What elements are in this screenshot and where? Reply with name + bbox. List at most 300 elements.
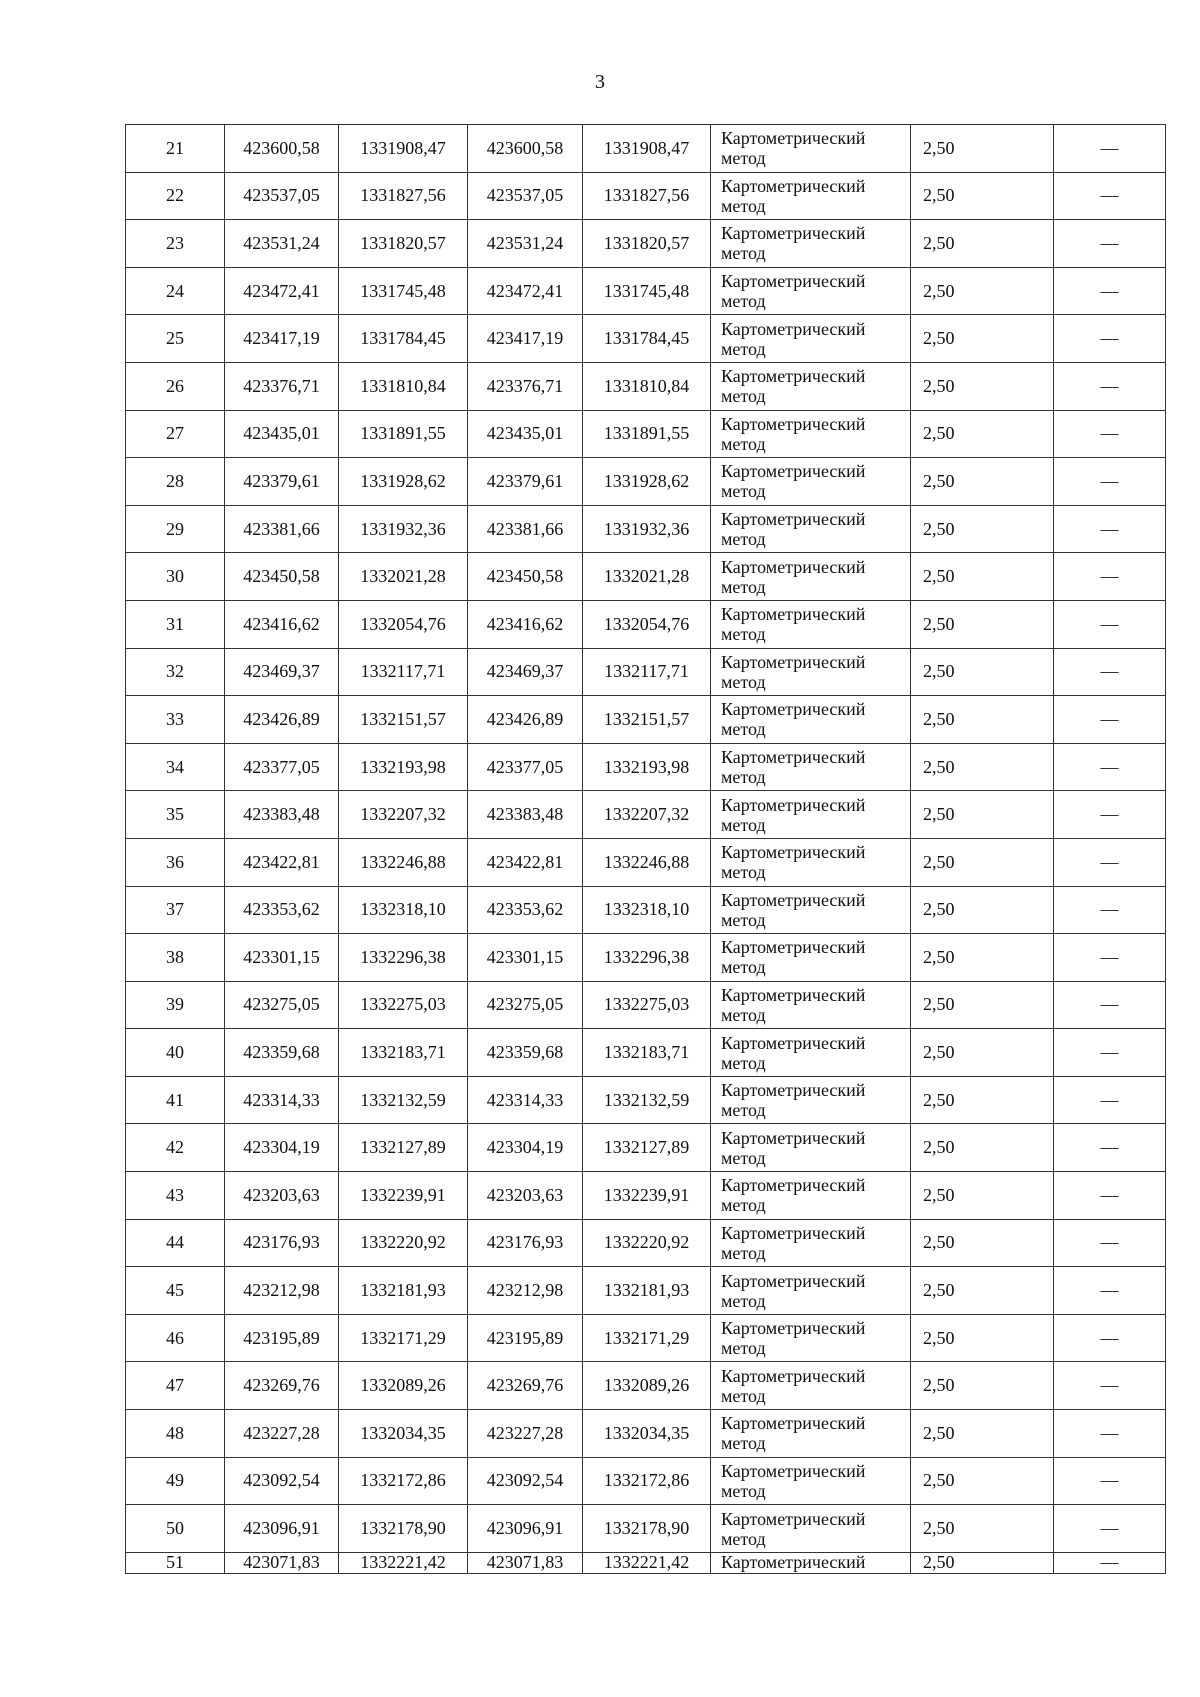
point-number-cell: 47	[126, 1362, 225, 1410]
accuracy-cell: 2,50	[911, 1219, 1054, 1267]
table-body	[126, 125, 1166, 1574]
table-row	[126, 648, 1166, 696]
existing-x-cell: 423304,19	[225, 1124, 339, 1172]
existing-y-cell: 1332054,76	[339, 600, 468, 648]
existing-y-cell: 1332221,42	[339, 1552, 468, 1573]
dash-mark: —	[1100, 851, 1119, 872]
accuracy-cell: 2,50	[911, 1314, 1054, 1362]
method-line-1: Картометрический	[721, 747, 866, 768]
method-cell	[711, 743, 911, 791]
new-y-cell: 1331932,36	[583, 505, 711, 553]
accuracy-cell: 2,50	[911, 505, 1054, 553]
method-cell	[711, 1124, 911, 1172]
existing-y-cell: 1331810,84	[339, 362, 468, 410]
dash-mark: —	[1100, 185, 1119, 206]
method-line-1: Картометрический	[721, 461, 866, 482]
existing-x-cell: 423176,93	[225, 1219, 339, 1267]
existing-y-cell: 1332275,03	[339, 981, 468, 1029]
existing-x-cell: 423450,58	[225, 553, 339, 601]
new-x-cell: 423600,58	[468, 125, 583, 173]
dash-mark: —	[1100, 994, 1119, 1015]
existing-y-cell: 1331820,57	[339, 220, 468, 268]
new-y-cell: 1332181,93	[583, 1267, 711, 1315]
method-line-2: метод	[721, 481, 766, 502]
note-cell	[1054, 838, 1166, 886]
method-cell	[711, 791, 911, 839]
new-y-cell: 1332171,29	[583, 1314, 711, 1362]
point-number-cell: 41	[126, 1076, 225, 1124]
dash-mark: —	[1100, 1375, 1119, 1396]
dash-mark: —	[1100, 756, 1119, 777]
method-cell	[711, 1076, 911, 1124]
method-cell	[711, 220, 911, 268]
note-cell	[1054, 1457, 1166, 1505]
new-y-cell: 1332054,76	[583, 600, 711, 648]
note-cell	[1054, 1267, 1166, 1315]
method-cell	[711, 934, 911, 982]
accuracy-cell: 2,50	[911, 696, 1054, 744]
new-x-cell: 423417,19	[468, 315, 583, 363]
existing-x-cell: 423469,37	[225, 648, 339, 696]
method-cell	[711, 648, 911, 696]
method-line-1: Картометрический	[721, 1127, 866, 1148]
table-row	[126, 1029, 1166, 1077]
dash-mark: —	[1100, 137, 1119, 158]
accuracy-cell: 2,50	[911, 458, 1054, 506]
dash-mark: —	[1100, 1184, 1119, 1205]
method-line-2: метод	[721, 291, 766, 312]
existing-x-cell: 423472,41	[225, 267, 339, 315]
accuracy-cell: 2,50	[911, 172, 1054, 220]
method-cell	[711, 410, 911, 458]
table-row	[126, 553, 1166, 601]
new-y-cell: 1331784,45	[583, 315, 711, 363]
method-line-1: Картометрический	[721, 1175, 866, 1196]
new-x-cell: 423176,93	[468, 1219, 583, 1267]
dash-mark: —	[1100, 566, 1119, 587]
new-y-cell: 1332318,10	[583, 886, 711, 934]
new-y-cell: 1332275,03	[583, 981, 711, 1029]
method-line-1: Картометрический	[721, 1365, 866, 1386]
new-x-cell: 423450,58	[468, 553, 583, 601]
point-number-cell: 44	[126, 1219, 225, 1267]
method-line-2: метод	[721, 957, 766, 978]
point-number-cell: 34	[126, 743, 225, 791]
existing-y-cell: 1332246,88	[339, 838, 468, 886]
new-y-cell: 1332127,89	[583, 1124, 711, 1172]
new-x-cell: 423537,05	[468, 172, 583, 220]
point-number-cell: 29	[126, 505, 225, 553]
existing-x-cell: 423195,89	[225, 1314, 339, 1362]
method-cell	[711, 505, 911, 553]
note-cell	[1054, 1076, 1166, 1124]
method-cell	[711, 267, 911, 315]
existing-y-cell: 1332132,59	[339, 1076, 468, 1124]
table-row	[126, 1124, 1166, 1172]
accuracy-cell: 2,50	[911, 1172, 1054, 1220]
table-row	[126, 220, 1166, 268]
existing-y-cell: 1332207,32	[339, 791, 468, 839]
new-y-cell: 1332178,90	[583, 1505, 711, 1553]
method-line-1: Картометрический	[721, 175, 866, 196]
method-line-1: Картометрический	[721, 1318, 866, 1339]
method-line-2: метод	[721, 767, 766, 788]
method-cell	[711, 1219, 911, 1267]
dash-mark: —	[1100, 1042, 1119, 1063]
note-cell	[1054, 172, 1166, 220]
table-row	[126, 1552, 1166, 1573]
accuracy-cell: 2,50	[911, 220, 1054, 268]
method-cell	[711, 362, 911, 410]
method-cell	[711, 125, 911, 173]
new-x-cell: 423227,28	[468, 1410, 583, 1458]
point-number-cell: 36	[126, 838, 225, 886]
new-x-cell: 423435,01	[468, 410, 583, 458]
method-line-2: метод	[721, 243, 766, 264]
method-line-2: метод	[721, 671, 766, 692]
table-row	[126, 696, 1166, 744]
method-line-2: метод	[721, 195, 766, 216]
method-line-2: метод	[721, 1052, 766, 1073]
method-line-1: Картометрический	[721, 128, 866, 149]
accuracy-cell: 2,50	[911, 267, 1054, 315]
existing-y-cell: 1332127,89	[339, 1124, 468, 1172]
method-cell	[711, 172, 911, 220]
new-x-cell: 423469,37	[468, 648, 583, 696]
point-number-cell: 38	[126, 934, 225, 982]
method-cell	[711, 1029, 911, 1077]
note-cell	[1054, 696, 1166, 744]
new-x-cell: 423195,89	[468, 1314, 583, 1362]
table-row	[126, 1219, 1166, 1267]
method-line-2: метод	[721, 1290, 766, 1311]
table-row	[126, 315, 1166, 363]
table-row	[126, 981, 1166, 1029]
method-line-1: Картометрический	[721, 556, 866, 577]
new-y-cell: 1331810,84	[583, 362, 711, 410]
existing-y-cell: 1331745,48	[339, 267, 468, 315]
accuracy-cell: 2,50	[911, 362, 1054, 410]
method-line-1: Картометрический	[721, 842, 866, 863]
point-number-cell: 32	[126, 648, 225, 696]
new-y-cell: 1332220,92	[583, 1219, 711, 1267]
accuracy-cell: 2,50	[911, 600, 1054, 648]
method-line-2: метод	[721, 338, 766, 359]
new-y-cell: 1331928,62	[583, 458, 711, 506]
existing-y-cell: 1332183,71	[339, 1029, 468, 1077]
accuracy-cell: 2,50	[911, 1505, 1054, 1553]
point-number-cell: 40	[126, 1029, 225, 1077]
point-number-cell: 48	[126, 1410, 225, 1458]
existing-x-cell: 423275,05	[225, 981, 339, 1029]
table-row	[126, 1505, 1166, 1553]
existing-x-cell: 423379,61	[225, 458, 339, 506]
dash-mark: —	[1100, 613, 1119, 634]
accuracy-cell: 2,50	[911, 125, 1054, 173]
method-line-1: Картометрический	[721, 1460, 866, 1481]
note-cell	[1054, 791, 1166, 839]
table-row	[126, 886, 1166, 934]
new-y-cell: 1332239,91	[583, 1172, 711, 1220]
note-cell	[1054, 505, 1166, 553]
point-number-cell: 50	[126, 1505, 225, 1553]
method-line-2: метод	[721, 1480, 766, 1501]
dash-mark: —	[1100, 375, 1119, 396]
existing-x-cell: 423435,01	[225, 410, 339, 458]
method-line-2: метод	[721, 1147, 766, 1168]
method-line-2: метод	[721, 814, 766, 835]
note-cell	[1054, 1219, 1166, 1267]
note-cell	[1054, 1124, 1166, 1172]
existing-x-cell: 423417,19	[225, 315, 339, 363]
method-cell	[711, 600, 911, 648]
new-y-cell: 1331745,48	[583, 267, 711, 315]
method-cell	[711, 1172, 911, 1220]
note-cell	[1054, 267, 1166, 315]
dash-mark: —	[1100, 1327, 1119, 1348]
method-line-1: Картометрический	[721, 699, 866, 720]
method-cell	[711, 1362, 911, 1410]
method-cell	[711, 553, 911, 601]
existing-x-cell: 423381,66	[225, 505, 339, 553]
new-y-cell: 1332151,57	[583, 696, 711, 744]
existing-y-cell: 1332181,93	[339, 1267, 468, 1315]
table-row	[126, 1172, 1166, 1220]
method-line-1: Картометрический	[721, 509, 866, 530]
note-cell	[1054, 1314, 1166, 1362]
method-line-2: метод	[721, 862, 766, 883]
table-row	[126, 743, 1166, 791]
new-x-cell: 423376,71	[468, 362, 583, 410]
table-row	[126, 1076, 1166, 1124]
page-number: 3	[595, 71, 605, 93]
dash-mark: —	[1100, 470, 1119, 491]
point-number-cell: 49	[126, 1457, 225, 1505]
method-line-1: Картометрический	[721, 1032, 866, 1053]
new-x-cell: 423426,89	[468, 696, 583, 744]
existing-y-cell: 1332021,28	[339, 553, 468, 601]
table-row	[126, 458, 1166, 506]
method-line-2: метод	[721, 386, 766, 407]
table-row	[126, 172, 1166, 220]
existing-x-cell: 423071,83	[225, 1552, 339, 1573]
method-cell	[711, 1267, 911, 1315]
existing-y-cell: 1332151,57	[339, 696, 468, 744]
existing-x-cell: 423227,28	[225, 1410, 339, 1458]
new-y-cell: 1332117,71	[583, 648, 711, 696]
method-line-2: метод	[721, 148, 766, 169]
method-line-2: метод	[721, 1100, 766, 1121]
table-row	[126, 838, 1166, 886]
existing-y-cell: 1332239,91	[339, 1172, 468, 1220]
dash-mark: —	[1100, 518, 1119, 539]
new-y-cell: 1332246,88	[583, 838, 711, 886]
new-y-cell: 1332172,86	[583, 1457, 711, 1505]
accuracy-cell: 2,50	[911, 838, 1054, 886]
existing-y-cell: 1331932,36	[339, 505, 468, 553]
new-x-cell: 423269,76	[468, 1362, 583, 1410]
accuracy-cell: 2,50	[911, 743, 1054, 791]
coordinates-table	[125, 124, 1166, 1574]
point-number-cell: 21	[126, 125, 225, 173]
table-row	[126, 934, 1166, 982]
method-line-2: метод	[721, 1528, 766, 1549]
accuracy-cell: 2,50	[911, 553, 1054, 601]
table-row	[126, 505, 1166, 553]
method-line-1: Картометрический	[721, 604, 866, 625]
note-cell	[1054, 315, 1166, 363]
table-row	[126, 1457, 1166, 1505]
existing-x-cell: 423600,58	[225, 125, 339, 173]
existing-y-cell: 1331928,62	[339, 458, 468, 506]
new-y-cell: 1332221,42	[583, 1552, 711, 1573]
method-line-1: Картометрический	[721, 413, 866, 434]
accuracy-cell: 2,50	[911, 1076, 1054, 1124]
existing-x-cell: 423359,68	[225, 1029, 339, 1077]
dash-mark: —	[1100, 661, 1119, 682]
new-x-cell: 423203,63	[468, 1172, 583, 1220]
new-x-cell: 423472,41	[468, 267, 583, 315]
point-number-cell: 42	[126, 1124, 225, 1172]
accuracy-cell: 2,50	[911, 648, 1054, 696]
new-x-cell: 423212,98	[468, 1267, 583, 1315]
new-x-cell: 423377,05	[468, 743, 583, 791]
note-cell	[1054, 410, 1166, 458]
new-y-cell: 1331891,55	[583, 410, 711, 458]
new-y-cell: 1332207,32	[583, 791, 711, 839]
accuracy-cell: 2,50	[911, 1267, 1054, 1315]
dash-mark: —	[1100, 708, 1119, 729]
point-number-cell: 27	[126, 410, 225, 458]
new-x-cell: 423301,15	[468, 934, 583, 982]
existing-x-cell: 423301,15	[225, 934, 339, 982]
method-line-1: Картометрический	[721, 984, 866, 1005]
new-y-cell: 1332089,26	[583, 1362, 711, 1410]
method-line-1: Картометрический	[721, 1080, 866, 1101]
accuracy-cell: 2,50	[911, 1552, 1054, 1573]
method-cell	[711, 458, 911, 506]
dash-mark: —	[1100, 1280, 1119, 1301]
table-row	[126, 267, 1166, 315]
accuracy-cell: 2,50	[911, 934, 1054, 982]
new-x-cell: 423422,81	[468, 838, 583, 886]
point-number-cell: 43	[126, 1172, 225, 1220]
table-row	[126, 791, 1166, 839]
table-row	[126, 1267, 1166, 1315]
method-cell	[711, 981, 911, 1029]
existing-x-cell: 423314,33	[225, 1076, 339, 1124]
method-cell	[711, 1505, 911, 1553]
new-y-cell: 1331820,57	[583, 220, 711, 268]
existing-y-cell: 1332089,26	[339, 1362, 468, 1410]
method-line-2: метод	[721, 624, 766, 645]
accuracy-cell: 2,50	[911, 1029, 1054, 1077]
note-cell	[1054, 648, 1166, 696]
point-number-cell: 45	[126, 1267, 225, 1315]
point-number-cell: 51	[126, 1552, 225, 1573]
method-cell	[711, 696, 911, 744]
dash-mark: —	[1100, 804, 1119, 825]
method-line-2: метод	[721, 1004, 766, 1025]
dash-mark: —	[1100, 280, 1119, 301]
table-row	[126, 125, 1166, 173]
new-x-cell: 423353,62	[468, 886, 583, 934]
table-row	[126, 1362, 1166, 1410]
point-number-cell: 31	[126, 600, 225, 648]
accuracy-cell: 2,50	[911, 410, 1054, 458]
method-cell	[711, 315, 911, 363]
existing-y-cell: 1332171,29	[339, 1314, 468, 1362]
new-y-cell: 1331827,56	[583, 172, 711, 220]
table-row	[126, 600, 1166, 648]
existing-y-cell: 1331827,56	[339, 172, 468, 220]
method-cell	[711, 1552, 911, 1573]
note-cell	[1054, 743, 1166, 791]
method-cell	[711, 886, 911, 934]
new-x-cell: 423381,66	[468, 505, 583, 553]
existing-x-cell: 423376,71	[225, 362, 339, 410]
accuracy-cell: 2,50	[911, 1362, 1054, 1410]
existing-y-cell: 1331891,55	[339, 410, 468, 458]
note-cell	[1054, 458, 1166, 506]
existing-x-cell: 423269,76	[225, 1362, 339, 1410]
dash-mark: —	[1100, 1470, 1119, 1491]
existing-x-cell: 423537,05	[225, 172, 339, 220]
table-row	[126, 1410, 1166, 1458]
dash-mark: —	[1100, 1422, 1119, 1443]
existing-y-cell: 1331784,45	[339, 315, 468, 363]
dash-mark: —	[1100, 1232, 1119, 1253]
dash-mark: —	[1100, 1089, 1119, 1110]
new-y-cell: 1332034,35	[583, 1410, 711, 1458]
method-line-2: метод	[721, 909, 766, 930]
point-number-cell: 39	[126, 981, 225, 1029]
point-number-cell: 23	[126, 220, 225, 268]
method-line-1: Картометрический	[721, 1552, 866, 1572]
point-number-cell: 33	[126, 696, 225, 744]
new-x-cell: 423314,33	[468, 1076, 583, 1124]
point-number-cell: 37	[126, 886, 225, 934]
new-x-cell: 423531,24	[468, 220, 583, 268]
note-cell	[1054, 553, 1166, 601]
accuracy-cell: 2,50	[911, 1124, 1054, 1172]
method-line-1: Картометрический	[721, 318, 866, 339]
method-line-2: метод	[721, 1195, 766, 1216]
point-number-cell: 25	[126, 315, 225, 363]
table-row	[126, 410, 1166, 458]
accuracy-cell: 2,50	[911, 791, 1054, 839]
method-line-1: Картометрический	[721, 271, 866, 292]
method-cell	[711, 1457, 911, 1505]
note-cell	[1054, 1552, 1166, 1573]
method-line-2: метод	[721, 433, 766, 454]
method-line-2: метод	[721, 1385, 766, 1406]
method-cell	[711, 1314, 911, 1362]
method-line-2: метод	[721, 1242, 766, 1263]
existing-x-cell: 423383,48	[225, 791, 339, 839]
existing-x-cell: 423212,98	[225, 1267, 339, 1315]
point-number-cell: 35	[126, 791, 225, 839]
new-x-cell: 423379,61	[468, 458, 583, 506]
existing-y-cell: 1332117,71	[339, 648, 468, 696]
existing-y-cell: 1332296,38	[339, 934, 468, 982]
dash-mark: —	[1100, 423, 1119, 444]
dash-mark: —	[1100, 1552, 1119, 1572]
dash-mark: —	[1100, 1518, 1119, 1539]
note-cell	[1054, 220, 1166, 268]
note-cell	[1054, 1362, 1166, 1410]
accuracy-cell: 2,50	[911, 886, 1054, 934]
